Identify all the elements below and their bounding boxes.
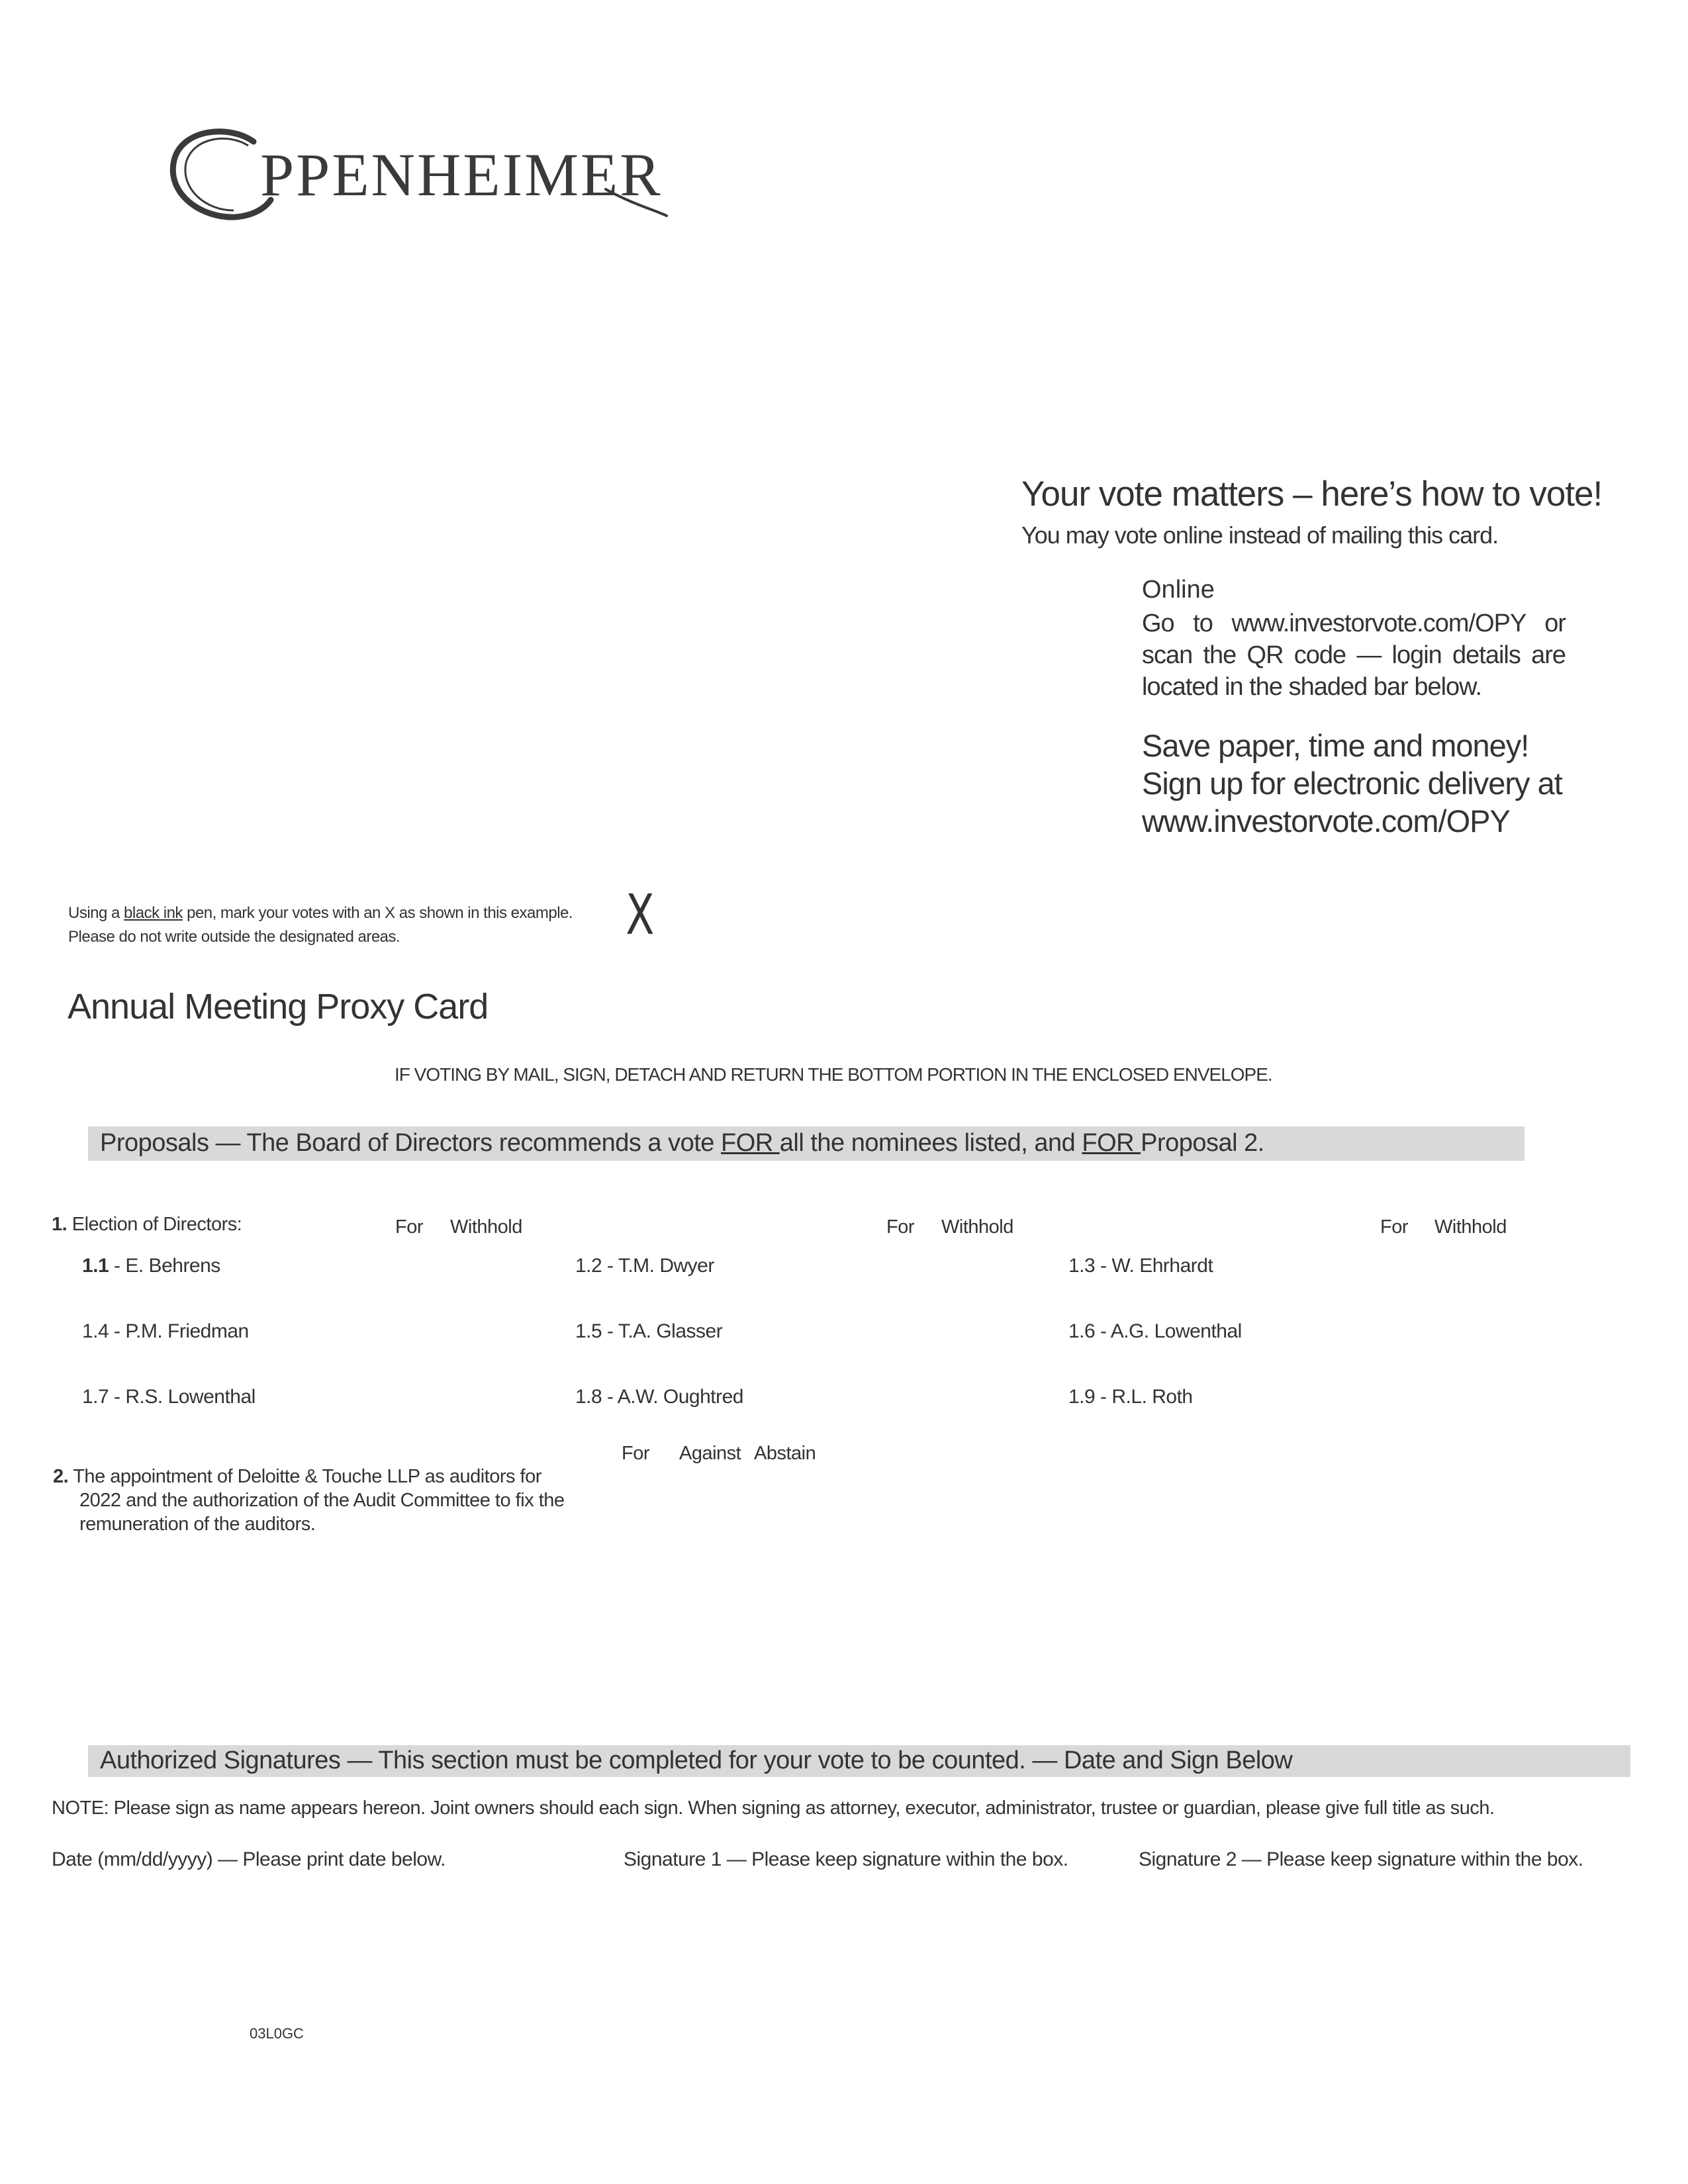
vote-matters-heading: Your vote matters – here’s how to vote!: [1021, 475, 1603, 514]
proposal2-against-header: Against: [679, 1443, 741, 1464]
nominee-1-4: [82, 1320, 249, 1343]
mail-instructions: IF VOTING BY MAIL, SIGN, DETACH AND RETURN THE BOTTOM PORTION IN THE ENCLOSED ENVELOPE.: [395, 1064, 1272, 1085]
nominee-name: - T.A. Glasser: [602, 1320, 723, 1342]
nominee-1-6: [1068, 1320, 1242, 1343]
vote-online-subtitle: You may vote online instead of mailing this card.: [1021, 522, 1499, 549]
proposals-bar: [88, 1126, 1524, 1161]
ink-note-line-2: Please do not write outside the designated areas.: [68, 928, 400, 946]
example-x-mark: X: [626, 882, 655, 947]
proposal2-abstain-header: Abstain: [754, 1443, 816, 1464]
ink-instructions: [68, 901, 573, 949]
nominee-1-3: [1068, 1255, 1213, 1277]
signature1-field-label: Signature 1 — Please keep signature within the box.: [624, 1848, 1068, 1870]
nominee-name: - P.M. Friedman: [109, 1320, 249, 1342]
proposals-part1: Proposals — The Board of Directors recommends a vote: [100, 1129, 721, 1157]
proposal2-line-2: 2022 and the authorization of the Audit Committee to fix the: [79, 1490, 565, 1511]
logo-wordmark: PPENHEIMER: [260, 141, 663, 208]
election-number: 1.: [52, 1214, 68, 1235]
nominee-name: - R.S. Lowenthal: [109, 1386, 256, 1408]
nominee-number: 1.9: [1068, 1386, 1096, 1408]
signatures-bar-text: Authorized Signatures — This section must be completed for your vote to be counted. — Date and Sign Below: [100, 1747, 1293, 1774]
nominee-1-2: [575, 1255, 714, 1277]
electronic-delivery-promo: [1142, 727, 1562, 840]
nominee-1-8: [575, 1386, 743, 1408]
save-line-2: Sign up for electronic delivery at: [1142, 766, 1562, 801]
col1-withhold-header: Withhold: [450, 1216, 522, 1238]
proposals-part2: all the nominees listed, and: [779, 1129, 1082, 1157]
card-title: Annual Meeting Proxy Card: [68, 987, 489, 1026]
proposal2-for-header: For: [622, 1443, 649, 1464]
col2-withhold-header: Withhold: [941, 1216, 1013, 1238]
nominee-1-7: [82, 1386, 256, 1408]
signature2-field-label: Signature 2 — Please keep signature within the box.: [1139, 1848, 1583, 1870]
proposal2-line-1: The appointment of Deloitte & Touche LLP as auditors for: [68, 1466, 541, 1487]
nominee-name: - W. Ehrhardt: [1095, 1255, 1213, 1277]
nominee-number: 1.1: [82, 1255, 109, 1277]
nominee-name: - A.G. Lowenthal: [1095, 1320, 1242, 1342]
proposal2-number: 2.: [53, 1466, 69, 1487]
signature-note: NOTE: Please sign as name appears hereon. Joint owners should each sign. When signing as attorney, executor, administrator, trustee or guardian, please give full title as such.: [52, 1797, 1495, 1819]
proposals-part3: Proposal 2.: [1141, 1129, 1264, 1157]
ink-note-prefix: Using a: [68, 904, 124, 922]
nominee-1-5: [575, 1320, 722, 1343]
nominee-number: 1.6: [1068, 1320, 1096, 1342]
online-heading: Online: [1142, 576, 1215, 604]
col2-for-header: For: [886, 1216, 914, 1238]
col3-withhold-header: Withhold: [1434, 1216, 1507, 1238]
nominee-number: 1.3: [1068, 1255, 1096, 1277]
nominee-number: 1.5: [575, 1320, 602, 1342]
nominee-1-1: [82, 1255, 220, 1277]
election-heading: [52, 1214, 242, 1236]
date-field-label: Date (mm/dd/yyyy) — Please print date below.: [52, 1848, 445, 1870]
save-line-1: Save paper, time and money!: [1142, 728, 1529, 763]
proposals-for1: FOR: [721, 1129, 780, 1157]
ink-note-suffix: pen, mark your votes with an X as shown in this example.: [182, 904, 573, 922]
signatures-bar: [88, 1745, 1630, 1777]
col1-for-header: For: [395, 1216, 423, 1238]
proposals-for2: FOR: [1082, 1129, 1141, 1157]
nominee-number: 1.7: [82, 1386, 109, 1408]
save-link[interactable]: www.investorvote.com/OPY: [1142, 803, 1510, 839]
col3-for-header: For: [1380, 1216, 1408, 1238]
nominee-number: 1.4: [82, 1320, 109, 1342]
form-code: 03L0GC: [250, 2025, 304, 2042]
oppenheimer-logo: [169, 126, 672, 225]
nominee-name: - R.L. Roth: [1095, 1386, 1193, 1408]
nominee-number: 1.2: [575, 1255, 602, 1277]
nominee-name: - T.M. Dwyer: [602, 1255, 714, 1277]
ink-note-underlined: black ink: [124, 904, 183, 922]
nominee-name: - A.W. Oughtred: [602, 1386, 743, 1408]
proposal2-text: [53, 1465, 565, 1536]
online-instructions: Go to www.investorvote.com/OPY or scan the QR code — login details are located in the shaded bar below.: [1142, 610, 1566, 701]
proposal2-line-3: remuneration of the auditors.: [79, 1514, 316, 1535]
election-label: Election of Directors:: [71, 1214, 242, 1235]
nominee-1-9: [1068, 1386, 1193, 1408]
nominee-name: - E. Behrens: [109, 1255, 220, 1277]
nominee-number: 1.8: [575, 1386, 602, 1408]
proposals-bar-text: [100, 1129, 1264, 1158]
